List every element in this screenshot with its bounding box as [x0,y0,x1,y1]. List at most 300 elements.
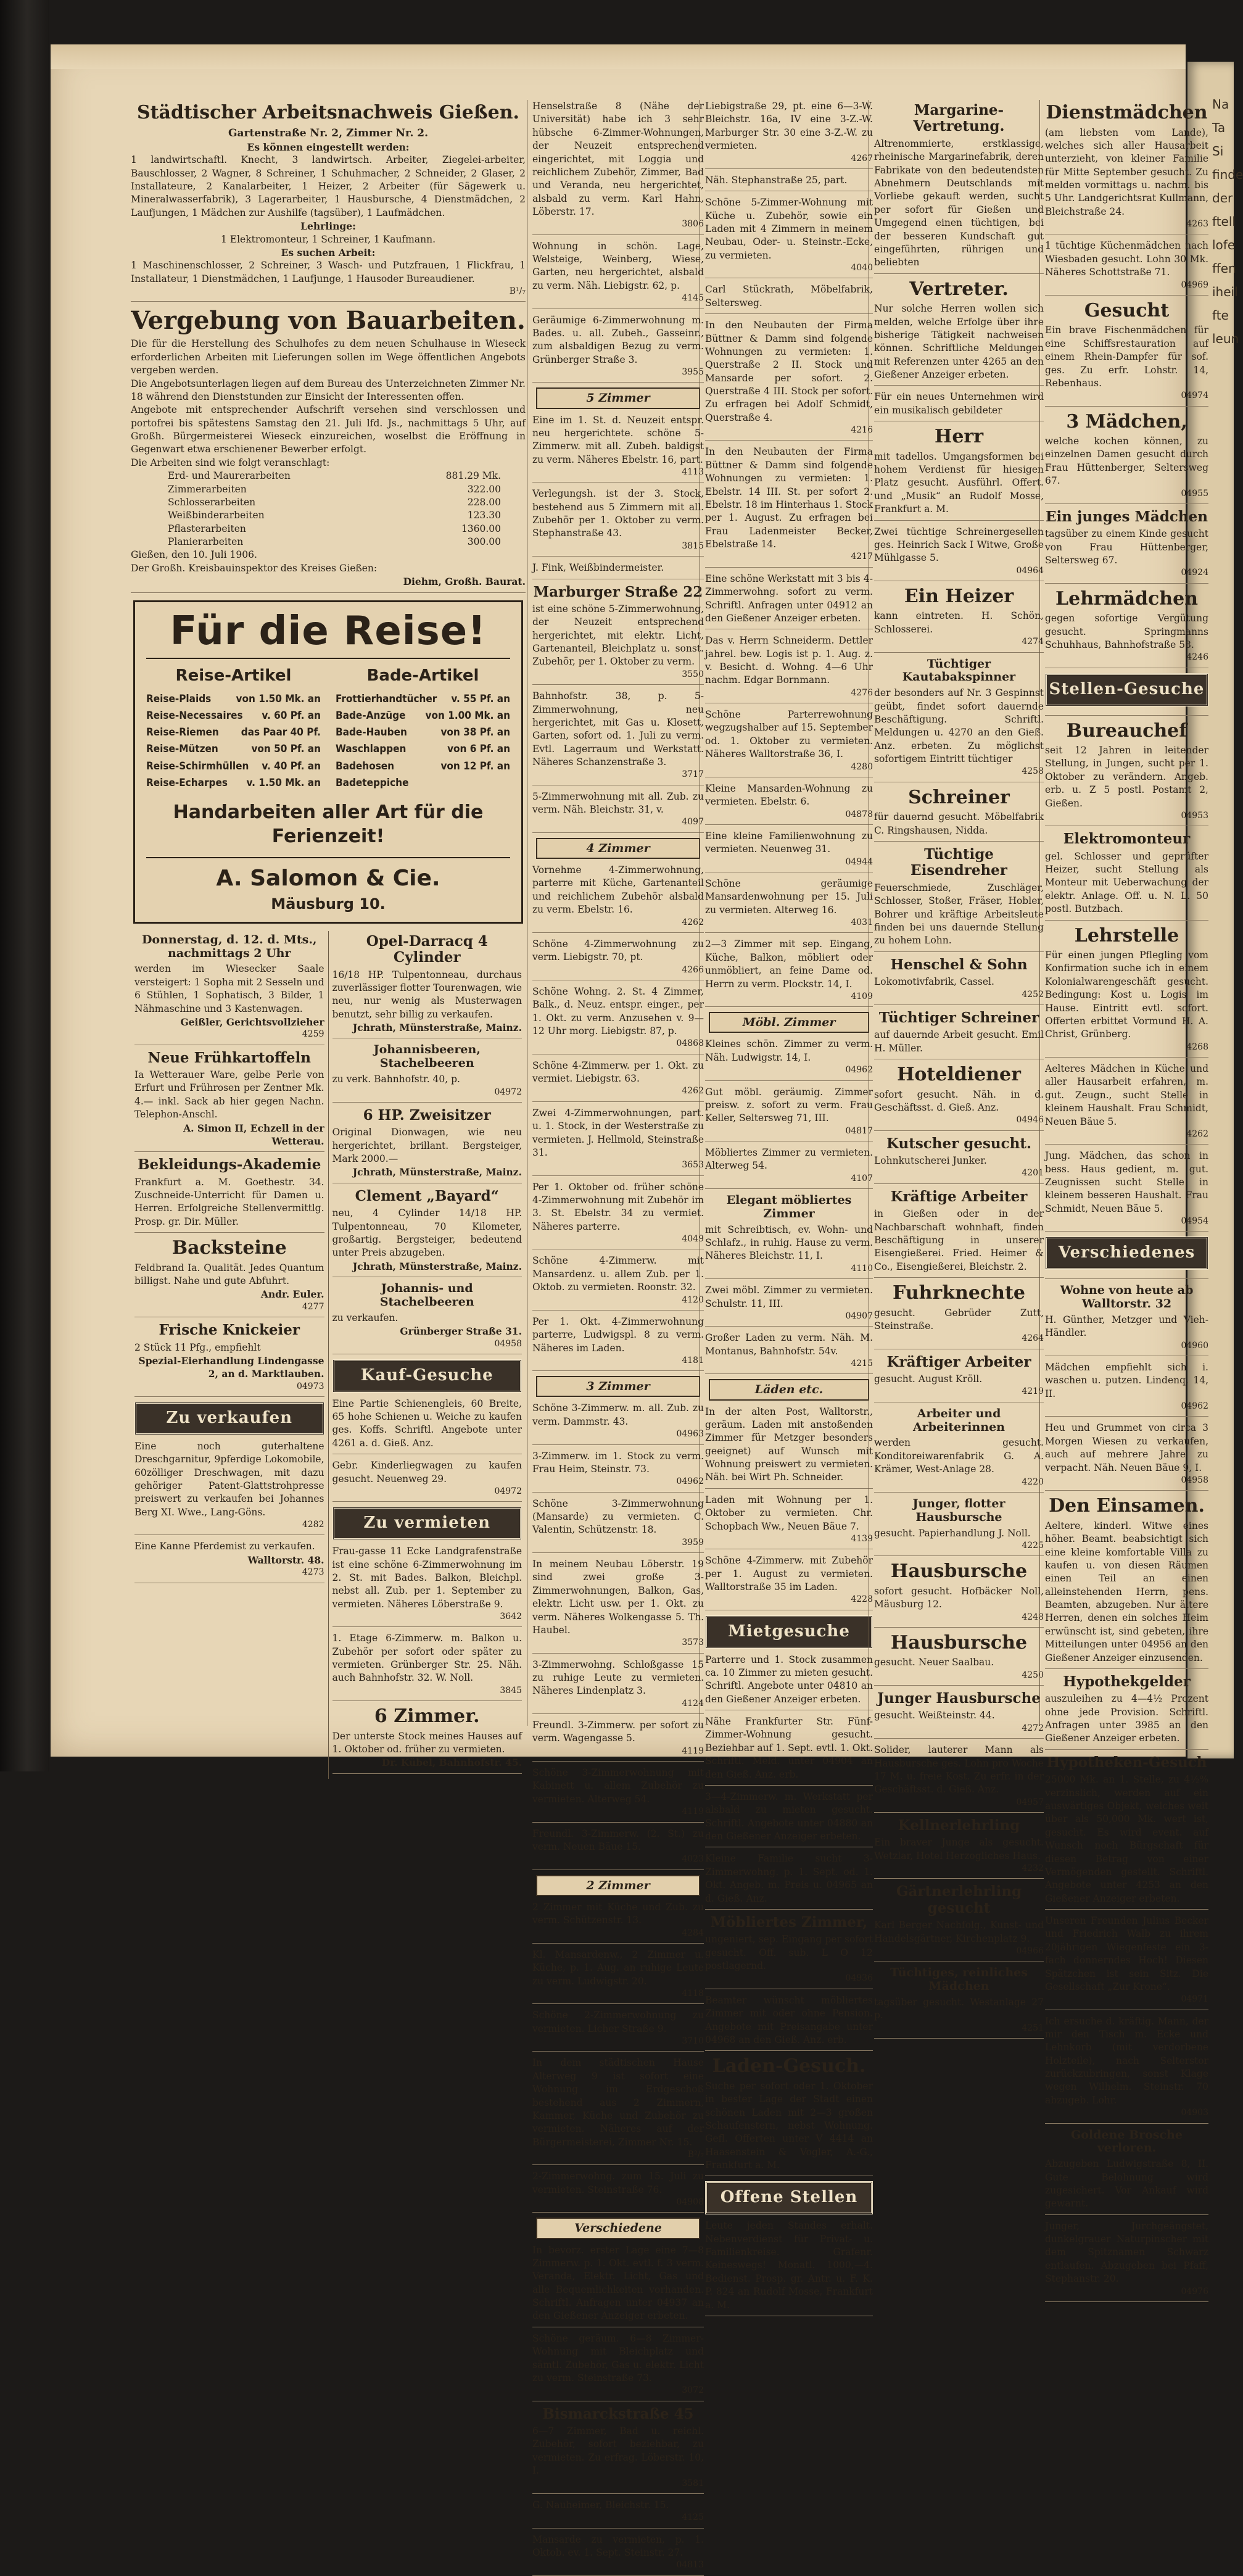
ad-signature: Spezial-Eierhandlung Lindengasse 2, an d. Marktlauben. [138,1354,324,1380]
classified-ad [874,526,1044,581]
salomon-advertisement [133,600,523,924]
classified-ad [705,196,873,278]
article-name: Waschlappen [336,743,407,756]
adjacent-fragment: leun [1212,331,1239,346]
ad-body: Schöne Parterrewohnung wegzugshalber auf 15. September od. 1. Oktober zu vermieten. Näheres Walltorstraße 36, I. [705,709,873,760]
classified-ad [705,174,873,191]
ad-number: 4252 [1022,989,1044,1000]
ad-number: 04954 [1181,1216,1208,1227]
suchen-head: Es suchen Arbeit: [281,246,376,259]
ad-number: 4217 [851,552,873,562]
ad-title: Kutscher gesucht. [886,1135,1031,1152]
ad-title: Bureauchef [1066,719,1187,742]
ad-title: Offene Stellen [705,2181,873,2214]
ad-body: Gut möbl. geräumig. Zimmer preisw. z. sofort zu verm. Frau Keller, Seltersweg 71, III. [705,1086,873,1124]
cost-value: 228.00 [467,496,501,508]
classified-ad [332,1359,522,1454]
classified-ad [134,1540,324,1583]
classified-ad [332,1043,522,1102]
ad-body: Schöne 2-Zimmerwohnung zu vermieten. Licher Straße 9. [532,2010,704,2034]
vergebung-notice [131,307,526,592]
ad-body: auf dauernde Arbeit gesucht. Emil H. Müller. [874,1029,1044,1054]
ad-number: 04936 [845,1973,873,1984]
ad-number: 4246 [1186,652,1208,663]
classified-ad [532,2533,704,2576]
ad-body: 5-Zimmerwohnung mit all. Zub. zu verm. Näh. Bleichstr. 31, v. [532,790,704,816]
ad-number: 04972 [494,1486,522,1496]
ad-body: Schöne 3-Zimmerwohnung mit Kabinett u. allem Zubehör zu vermieten. Alterweg 54. [532,1767,704,1805]
cost-value: 881.29 Mk. [445,470,501,482]
ad-number: 4109 [851,991,873,1001]
ad-body: gegen sofortige Vergütung gesucht. Springmanns Schuhhaus, Bahnhofstraße 58. [1045,613,1208,650]
ad-number: 4262 [682,917,704,927]
column-3 [700,100,873,2311]
classified-ad [1045,1236,1208,1279]
ad-body: Geräumige 6-Zimmerwohnung m. Bades. u. all. Zubeh., Gasseinr., zum alsbaldigen Bezug zu verm. Grünberger Straße 3. [532,314,704,365]
classified-ad [532,985,704,1054]
article-price: von 6 Pf. an [447,743,510,756]
classified-ad [332,934,522,1039]
ad-body: 25000 Mk. an 1. Stelle, zu 4½% verzinslich, werden auf ein auswärtiges Objekt, welches weit über als 50,000 Mk. wert ist, gesucht. Es wird event. auf Wunsch noch Bürgschaft für diesen Betrag von einer Vermögenden gestellt. Schriftl. Angebote unter 4253 an den Gießener Anzeiger erbeten. [1045,1774,1208,1904]
cost-row [131,496,526,509]
cost-name: Zimmerarbeiten [168,483,247,495]
price-row [146,708,321,724]
classified-ad [1045,673,1208,716]
ad-number: 4040 [851,263,873,273]
article-price: v. 60 Pf. an [262,709,321,722]
price-row [336,758,510,775]
cost-value: 123.30 [467,510,501,521]
ad-title: Dienstmädchen [1046,102,1208,123]
adjacent-fragment: ftell [1212,214,1236,229]
ad-body: Schöne geräum. 6—8 Zimmer-Wohnung mit Bleichplatz und sämtl. Zubehör, Gas u. elektr. Licht zu verm. Steinstraße 73. [532,2332,704,2383]
classified-ad [1045,1062,1208,1145]
ad-body: mit tadellos. Umgangsformen bei hohem Verdienst für hiesigen Platz gesucht. Ausführl. Offert. und „Musik“ an Rudolf Mosse, Frankfurt a. M. [874,450,1044,515]
cost-name: Schlosserarbeiten [168,496,256,508]
ad-number: 04908 [676,2197,704,2208]
ad-body: 2-Zimmerwohng. zum 15. Juli zu vermieten. Steinstraße 76. [532,2171,704,2195]
ad-body: Lokomotivfabrik, Cassel. [874,976,994,988]
classified-ad [705,782,873,825]
classified-ad [1045,2220,1208,2302]
ad-title: Vertreter. [909,278,1009,300]
classified-ad [532,1719,704,1762]
classified-ad [1045,2129,1208,2215]
ad-body: kann eintreten. H. Schön, Schlosserei. [874,610,1044,635]
ad-number: 04969 [1181,280,1208,290]
article-price: von 50 Pf. an [251,743,321,756]
arbeitsnachweis-address: Gartenstraße Nr. 2, Zimmer Nr. 2. [228,126,429,139]
ad-body: In dem städtischen Hause Alterweg 9 ist sofort eine Wohnung im Erdgeschoß bestehend aus 2 Zimmern, Kammer, Küche und Zubehör zu vermieten. Näheres auf der Bürgermeisterei, Zimmer Nr. 15. [532,2057,704,2148]
ad-body: Möbliertes Zimmer zu vermieten. Alterweg 54. [705,1146,873,1172]
ad-body: Altrenommierte, erstklassige, rheinische Margarinefabrik, deren Fabrikate von den bedeutendsten Abnehmern Deutschlands mit Vorliebe gekauft werden, sucht per sofort für Gießen und Umgegend einen tüchtigen, bei der besseren Kundschaft gut eingeführten, rührigen und beliebten [874,138,1044,268]
ad-body: Schöne Wohng. 2. St. 4 Zimmer, Balk., d. Neuz. entspr. einger., per 1. Okt. zu verm. Anzusehen v. 9—12 Uhr morg. Liebigstr. 87, p. [532,985,704,1037]
vergebung-p2: Die Angebotsunterlagen liegen auf dem Bureau des Unterzeichneten Zimmer Nr. 18 während den Dienststunden zur Einsicht der Interessenten offen. [131,378,526,402]
price-row [336,708,510,724]
classified-ad [1045,1496,1208,1669]
article-name: Reise-Echarpes [146,776,228,789]
ad-title: Ein junges Mädchen [1046,508,1208,525]
classified-ad [532,1766,704,1822]
ad-body: Kleine Mansarden-Wohnung zu vermieten. Ebelstr. 6. [705,782,873,808]
adjacent-page-text [1212,93,1243,350]
ad-title: Margarine-Vertretung. [913,102,1005,135]
ad-body: Carl Stückrath, Möbelfabrik, Seltersweg. [705,284,873,309]
ad-body: in Gießen oder in der Nachbarschaft wohnhaft, finden Beschäftigung in unserer Eisengießerei. Fried. Heimer & Co., Eisengießerei, Bleichstr. 2. [874,1208,1044,1272]
ad-body: Nur solche Herren wollen sich melden, welche Erfolge über ihre bisherige Tätigkeit nachweisen können. Schriftliche Meldungen mit Referenzen unter 4265 an den Gießener Anzeiger erbeten. [874,303,1044,380]
ad-body: Schöne 4-Zimmerw. mit Zubehör per 1. August zu vermieten. Walltorstraße 35 im Laden. [705,1555,873,1592]
reise-artikel-list [146,691,321,792]
ad-body: Feuerschmiede, Zuschläger, Schlosser, Stoßer, Fräser, Hobler, Bohrer und kräftige Arbeitsleute finden bei uns dauernde Stellung zu hohem Lohn. [874,882,1044,946]
ad-body: Original Dionwagen, wie neu hergerichtet, brillant. Bergsteiger, Mark 2000.— [332,1127,522,1164]
ad-number: 4145 [682,293,704,304]
ad-number: 04971 [1181,1994,1208,2005]
suchen-text: 1 Maschinenschlosser, 2 Schreiner, 3 Wasch- und Putzfrauen, 1 Flickfrau, 1 Installateur, 1 Dienstmädchen, 1 Laufjunge, 1 Hausoder Bureaudiener. [131,260,526,284]
ad-body: Eine Kanne Pferdemist zu verkaufen. [134,1541,315,1552]
ad-body: Zwei möbl. Zimmer zu vermieten. Schulstr. 11, III. [705,1285,873,1309]
ad-signature: Walltorstr. 48. [247,1554,324,1566]
classified-ad [1045,300,1208,407]
ad-number: 3550 [682,669,704,679]
ad-body: Beamter wünscht möbliertes Zimmer mit oder ohne Pension. Angebote mit Preisangabe unter 04968 an den Gieß. Anz. erb. [705,1994,873,2045]
ad-body: mit Schreibtisch, ev. Wohn- und Schlafz., in ruhig. Hause zu verm. Näheres Bleichstr. 11, I. [705,1224,873,1262]
ad-body: Eine schöne Werkstatt mit 3 bis 4-Zimmerwohng. sofort zu verm. Schriftl. Anfragen unter 04912 an den Gießener Anzeiger erbeten. [705,573,873,624]
ad-body: Der unterste Stock meines Hauses auf 1. Oktober od. früher zu vermieten. [332,1730,522,1755]
ad-number: 4113 [682,467,704,478]
ad-number: 3845 [500,1685,522,1696]
ad-number: 04944 [845,856,873,867]
ad-body: Karl Berger Nachfolg., Kunst- und Handelsgärtner, Kirchenplatz 9. [874,1920,1044,1944]
ad-number: 04976 [1181,2286,1208,2296]
ad-number: 4232 [1022,1863,1044,1874]
classified-ad [134,1322,324,1397]
article-name: Bade-Hauben [336,726,407,739]
ad-body: Ein braver Junge als gesucht. Wetzlar, Hotel Herzogliches Haus. [874,1837,1044,1862]
adjacent-fragment: Na [1212,97,1229,112]
classified-ad [705,1852,873,1910]
ad-number: 4125 [682,2512,704,2523]
ad-title: Lehrstelle [1074,924,1179,946]
classified-ad [874,1691,1044,1739]
ad-body: Heu und Grummet von circa 3 Morgen Wiesen zu verkaufen, auch auf mehrere Jahre zu verpacht. Näh. Neuen Bäue 9, I. [1045,1422,1208,1473]
classified-ad [874,1064,1044,1131]
ad-body: Feldbrand Ia. Qualität. Jedes Quantum billigst. Nahe und gute Abfuhrt. [134,1262,324,1287]
ad-number: 4259 [302,1029,324,1040]
ad-number: 4258 [1022,766,1044,777]
classified-ad [532,1254,704,1310]
classified-ad [1045,1755,1208,1910]
ad-number: 3815 [682,540,704,551]
ad-title: Junger Hausbursche [877,1690,1041,1707]
cost-row [131,470,526,482]
ad-number: 4225 [1022,1540,1044,1551]
ad-body: Freundl. 3-Zimmerw. (2. St.) zu verm. Neuen Bäue 15. [532,1828,704,1852]
ad-number: 4264 [1022,1333,1044,1344]
ad-body: Für ein neues Unternehmen wird ein musikalisch gebildeter [874,391,1044,416]
classified-ad [532,790,704,833]
ad-body: Junger, Jurchgeängstet, dunkelgrauer Naturpinscher mit dem Spitznamen Schwarz entlaufen. Abzugeben bei Pfaff, Stephanstr. 20. [1045,2220,1208,2285]
vergebung-p3: Angebote mit entsprechender Aufschrift versehen sind verschlossen und portofrei bis spätestens Samstag den 21. Juli lfd. Js., nachmittags 5 Uhr, auf Großh. Bürgermeisterei Wieseck einzureichen, woselbst die Eröffnung in Gegenwart etwa erschienener Bewerber erfolgt. [131,404,526,455]
ad-body: Freundl. 3-Zimmerw. per sofort zu verm. Wagengasse 5. [532,1720,704,1744]
price-row [336,741,510,758]
ad-number: 4216 [851,425,873,436]
classified-ad [532,2170,704,2213]
ad-signature: Jchrath, Münsterstraße, Mainz. [352,1166,522,1178]
ad-body: In den Neubauten der Firma Büttner & Damm sind folgende Wohnungen zu vermieten: 1. Ebelstr. 14 III. St. per sofort 2. Ebelstr. 18 im Hinterhaus 1. Stock per 1. August. Zu erfragen bei Frau Ladenmeister Becker, Ebelstraße 14. [705,446,873,550]
ad-body: neu, 4 Cylinder 14/18 HP. Tulpentonneau, 70 Kilometer, großartig. Bergsteiger, bedeutend unter Preis abzugeben. [332,1207,522,1259]
ad-number: 04907 [845,1311,873,1321]
ad-body: welche kochen können, zu einzelnen Damen gesucht durch Frau Hüttenberger, Seltersweg 67. [1045,436,1208,487]
ad-number: 4201 [1022,1168,1044,1178]
ad-signature: Jchrath, Münsterstraße, Mainz. [352,1022,522,1034]
ad-title: Elektromonteur [1063,830,1191,848]
article-price: von 12 Pf. an [440,760,510,772]
classified-ad [874,1407,1044,1493]
vergebung-p1: Die für die Herstellung des Schulhofes zu dem neuen Schulhause in Wieseck erforderlichen Arbeiten mit Lieferungen sollen im Wege öffentlichen Angebots vergeben werden. [131,338,526,376]
classified-ad [1045,509,1208,584]
ad-body: Eine kleine Familienwohnung zu vermieten. Neuenweg 31. [705,830,873,855]
ad-body: Eine im 1. St. d. Neuzeit entspr. neu hergerichtete. schöne 5-Zimmerw. mit all. Zubeh. baldigst zu verm. Näheres Ebelstr. 16, part. [532,414,704,465]
classified-ad [874,1818,1044,1879]
ad-title: Stellen-Gesuche [1045,673,1208,706]
price-row [336,691,510,708]
classified-ad [532,1949,704,2004]
ad-body: 2 Stück 11 Pfg., empfiehlt [134,1341,261,1353]
ad-body: G. Nauheimer, Bleichstr. 15. [532,2499,669,2511]
classified-ad [1045,1149,1208,1232]
cost-name: Erd- und Maurerarbeiten [168,470,291,482]
ad-number: 3581 [682,2478,704,2488]
ad-body: Kleine Familie sucht 3-Zimmerwohng. p. 1. Sept. od. 1. Okt. Angeb. m. Preis u. 04965 an d. Gieß. Anz. [705,1853,873,1904]
ad-title: Verschiedene [536,2218,700,2238]
classified-ad [874,426,1044,520]
ad-title: Tüchtiges, reinliches Mädchen [890,1966,1028,1994]
classified-ad [532,1659,704,1714]
ad-number: 04973 [296,1381,324,1391]
ad-number: 04957 [1016,1797,1044,1807]
ad-body: Abzugeben Ludwigstraße 8, II. Gute Belohnung wird zugesichert. Vor Ankauf wird gewarnt. [1045,2158,1208,2209]
ad-body: 6—7 Zimmer, Bad u. reichl. Zubehör, sofort beziehbar, zu vermieten. Zu erfrag. Löberstr. 10, I. [532,2425,704,2477]
ad-title: 3 Zimmer [536,1376,700,1397]
ad-title: Bekleidungs-Akademie [138,1156,321,1174]
ad-title: Marburger Straße 22 [533,583,703,600]
cost-value: 322.00 [467,483,501,495]
ad-body: zu verk. Bahnhofstr. 40, p. [332,1074,460,1085]
ad-number: 04962 [845,1065,873,1075]
classified-ad [705,1194,873,1279]
ad-number: 04946 [1016,1115,1044,1125]
classified-ad [532,938,704,980]
cost-value: 1360.00 [461,523,501,534]
classified-ad [532,487,704,557]
ad-title: Henschel & Sohn [890,956,1028,973]
ad-number: 4267 [851,153,873,164]
price-row [336,775,510,792]
arbeitsnachweis-subhead: Es können eingestellt werden: [247,141,410,153]
ad-title: Tüchtiger Schreiner [878,1009,1039,1026]
classified-ad [705,573,873,630]
ad-body: Wohnung in schön. Lage, Welsteige, Weinberg, Wiese, Garten, neu hergerichtet, alsbald zu verm. Näh. Liebigstr. 62, p. [532,240,704,291]
ad-body: gesucht. August Kröll. [874,1373,983,1385]
ad-body: Parterre und 1. Stock zusammen ca. 10 Zimmer zu mieten gesucht. Schriftl. Angebote unter 04810 an den Gießener Anzeiger erbeten. [705,1654,873,1705]
classified-ad [532,2009,704,2052]
classified-ad [874,1966,1044,2039]
salomon-headline: Für die Reise! [146,610,510,659]
ad-number: 4119 [682,1807,704,1817]
ad-number: 04817 [845,1125,873,1136]
ad-number: 4284 [682,1928,704,1938]
ad-signature: A. Simon II, Echzell in der Wetterau. [183,1122,324,1147]
ad-number: 4124 [682,1698,704,1708]
classified-ad [705,2181,873,2316]
classified-ad [1045,1674,1208,1750]
arbeitsnachweis-body: 1 landwirtschaftl. Knecht, 3 landwirtsch. Arbeiter, Ziegelei-arbeiter, Bauschlosser, 2 Wagner, 8 Schreiner, 1 Schuhmacher, 2 Schneider, 2 Glaser, 2 Installateure, 2 Kanalarbeiter, 1 Heizer, 2 Arbeiter (für Sägewerk u. Mineralwasserfabrik), 3 Lagerarbeiter, 1 Hausbursche, 4 Dienstmädchen, 2 Laufjungen, 1 Mädchen zur Aushilfe (tagsüber), 1 Laufmädchen. [131,154,526,218]
classified-ad [705,634,873,703]
ad-number: 4282 [302,1520,324,1530]
classified-ad [1045,1361,1208,1417]
ad-title: Kauf-Gesuche [332,1359,522,1393]
ad-number: 04962 [1181,1401,1208,1412]
classified-ad [332,1459,522,1502]
vergebung-p4: Die Arbeiten sind wie folgt veranschlagt: [131,457,330,468]
ad-number: 04962 [676,1476,704,1487]
ad-body: Eine Partie Schienengleis, 60 Breite, 65 hohe Schienen u. Weiche zu kaufen ges. Koffs. Schriftl. Angebote unter 4261 a. d. Gieß. Anz. [332,1398,522,1449]
classified-ad [874,1633,1044,1686]
classified-ad [874,586,1044,653]
ad-body: seit 12 Jahren in leitender Stellung, in Jungen, sucht per 1. Oktober zu verändern. Angeb. erb. u. Z 5 postl. Postamt 2, Gießen. [1045,745,1208,809]
classified-ad [705,938,873,1007]
article-price: von 1.50 Mk. an [236,692,321,705]
ad-title: 6 Zimmer. [374,1705,480,1728]
ad-number: 4273 [302,1567,324,1578]
price-row [146,691,321,708]
ad-number: 04958 [1181,1475,1208,1485]
ad-title: Neue Frühkartoffeln [147,1049,311,1066]
ad-number: 4250 [1022,1670,1044,1680]
ad-title: Johannis- und Stachelbeeren [379,1282,474,1309]
classified-ad [874,957,1044,1005]
classified-ad [532,2332,704,2401]
ad-number: 4251 [1022,2023,1044,2033]
ad-title: Fuhrknechte [893,1282,1025,1304]
ad-number: 4276 [851,687,873,698]
ad-signature: Grünberger Straße 31. [400,1325,522,1338]
salomon-slogan: Handarbeiten aller Art für die Ferienzeit! [173,801,484,847]
classified-ad [134,1050,324,1153]
classified-ad [705,1379,873,1488]
ad-number: 4262 [1186,1129,1208,1139]
ad-title: Hypothekgelder [1063,1673,1191,1690]
classified-ad [705,1284,873,1327]
ad-body: Frau-gasse 11 Ecke Landgrafenstraße ist eine schöne 6-Zimmerwohnung im 2. St. mit Bades. Balkon, Bleichpl. nebst all. Zub. per 1. September zu vermieten. Näheres Löberstraße 9. [332,1546,522,1610]
ad-body: Aeltere, kinderl. Witwe eines höher. Beamt. beabsichtigt sich eine kleine komfortable Villa zu kaufen u. von diesen Räumen einen Teil an einen alleinstehenden Herrn, pens. Beamten, abzugeben. Nur ältere Herren, denen ein solches Heim erwünscht ist, sind gebeten, ihre Mitteilungen unter 04956 an den Gießener Anzeiger einzusenden. [1045,1520,1208,1663]
classified-ad [874,1354,1044,1402]
ad-number: 4274 [1022,637,1044,647]
article-name: Reise-Riemen [146,726,219,739]
arbeitsnachweis-notice [131,102,526,302]
ad-number: 4272 [1022,1723,1044,1733]
price-row [146,775,321,792]
classified-ad [532,314,704,383]
ad-body: Kl. Mansardenw., 2 Zimmer u. Küche, p. 1. Aug. an ruhige Leute zu verm. Ludwigstr. 20. [532,1949,704,1987]
ad-body: Bahnhofstr. 38, p. 5-Zimmerwohnung, neu hergerichtet, mit Gas u. Klosett, Garten, sofort od. 1. Juli zu verm. Evtl. Lagerraum und Werkstatt. Näheres Schanzenstraße 3. [532,690,704,768]
classified-ad [332,1282,522,1354]
column-1-lower-left [131,931,328,1779]
ad-number: 4110 [851,1263,873,1274]
article-name: Reise-Schirmhüllen [146,760,249,772]
ad-number: 04966 [1016,1946,1044,1957]
adjacent-fragment: Si [1212,144,1224,159]
classified-ad [1045,926,1208,1058]
article-name: Bade-Anzüge [336,709,406,722]
ad-body: Jung. Mädchen, das schon in bess. Haus gedient, m. gut. Zeugnissen sucht Stelle in kleinem besseren Haushalt. Frau Schmidt, Neuen Bäue 5. [1045,1150,1208,1214]
classified-ad [532,387,704,482]
ad-body: H. Günther, Metzger und Vieh-Händler. [1045,1314,1208,1339]
ad-title: Kellnerlehrling [898,1816,1020,1834]
ad-body: Schöne 3-Zimmerw. m. all. Zub. zu verm. Dammstr. 43. [532,1402,704,1427]
classified-ad [1045,1422,1208,1491]
ad-body: Suche per sofort oder 1. Oktober in bester Lage der Stadt einen schönen Laden mit 2—3 großen Schaufenstern, nebst Wohnung. Gefl. Offerten unter V 4414 an Haasenstein & Vogler, A.-G., Frankfurt a. M. [705,2080,873,2171]
classified-ad [532,2218,704,2327]
ad-number: 04964 [1016,565,1044,576]
price-row [146,724,321,741]
ad-number: 3955 [682,367,704,377]
ad-number: 04960 [1181,1340,1208,1351]
ad-signature: Dr. Kübel, Bahnhofstr. 45. [381,1757,522,1769]
price-row [336,724,510,741]
ad-number: 3710 [682,2036,704,2047]
ad-body: Großer Laden zu verm. Näh. M. Montanus, Bahnhofstr. 54v. [705,1332,873,1357]
article-price: von 1.00 Mk. an [425,709,510,722]
ad-body: Zwei 4-Zimmerwohnungen, part. u. 1. Stock, in der Westerstraße zu vermieten. J. Hellmold, Steinstraße 31. [532,1107,704,1158]
ad-title: 4 Zimmer [536,838,700,859]
ad-body: werden im Wiesecker Saale versteigert: 1 Sopha mit 2 Sesseln und 6 Stühlen, 1 Sophatisch, 3 Bilder, 1 Nähmaschine und 3 Kastenwagen. [134,963,324,1014]
ad-body: gesucht. Neuer Saalbau. [874,1657,994,1668]
article-name: Badehosen [336,760,395,772]
ad-body: Schöne 4-Zimmerw. mit Mansardenz. u. allem Zub. per 1. Oktob. zu vermieten. Roonstr. 32. [532,1255,704,1293]
column-5 [1039,100,1208,2296]
classified-ad [1045,1284,1208,1356]
ad-signature: Geißler, Gerichtsvollzieher [180,1016,324,1028]
classified-ad [532,1059,704,1102]
ad-body: Nähe Frankfurter Str. Fünf-Zimmer-Wohnung gesucht. Beziehbar auf 1. Sept. evtl. 1. Okt. Schriftl. Meld. unter 04904 an den Gieß. Anz. erb. [705,1716,873,1780]
cost-name: Pflasterarbeiten [168,523,246,534]
ad-number: 4097 [682,817,704,827]
ad-number: 04972 [494,1087,522,1097]
classified-ad [874,279,1044,386]
cost-row [131,483,526,496]
ad-number: 04974 [1181,391,1208,401]
ad-number: 04878 [845,809,873,819]
ad-title: Tüchtige Eisendreher [911,846,1007,879]
vergebung-date: Gießen, den 10. Juli 1906. [131,549,257,561]
ad-body: 1. Etage 6-Zimmerw. m. Balkon u. Zubehör per sofort oder später zu vermieten. Grünberger Str. 25. Näh. auch Bahnhofstr. 32. W. Noll. [332,1633,522,1684]
ad-number: 3653 [682,1160,704,1170]
classified-ad [1045,589,1208,668]
ad-body: 2—3 Zimmer mit sep. Eingang, Küche, Balkon, möbliert oder unmöbliert, an feine Dame od. Herrn zu verm. Plockstr. 14, I. [705,938,873,990]
classified-ad [874,1884,1044,1961]
article-price: von 38 Pf. an [440,726,510,739]
ad-body: gesucht. Papierhandlung J. Noll. [874,1527,1031,1539]
ad-body: Für einen jungen Pflegling vom Konfirmation suche ich in einem Kolonialwarengeschäft gesucht. Bedingung: Kost u. Logis im Hause. Eintritt evtl. sofort. Offerten erbittet Vormund H. A. Christ, Grünberg. [1045,950,1208,1040]
ad-number: 4228 [851,1594,873,1605]
vergebung-title: Vergebung von Bauarbeiten. [131,306,526,336]
ad-number: 4139 [851,1533,873,1544]
ad-title: Bismarckstraße 45 [542,2405,694,2422]
ad-title: Elegant möbliertes Zimmer [726,1193,852,1220]
ad-body: Solider, lauterer Mann als Hausbursche ges. Lohn pro Woche 17 M. u. freie Kost. Zu erfr. in der Geschäftsst. d. Gieß. Anz. [874,1744,1044,1795]
ad-number: B²/₇ [687,2150,704,2160]
